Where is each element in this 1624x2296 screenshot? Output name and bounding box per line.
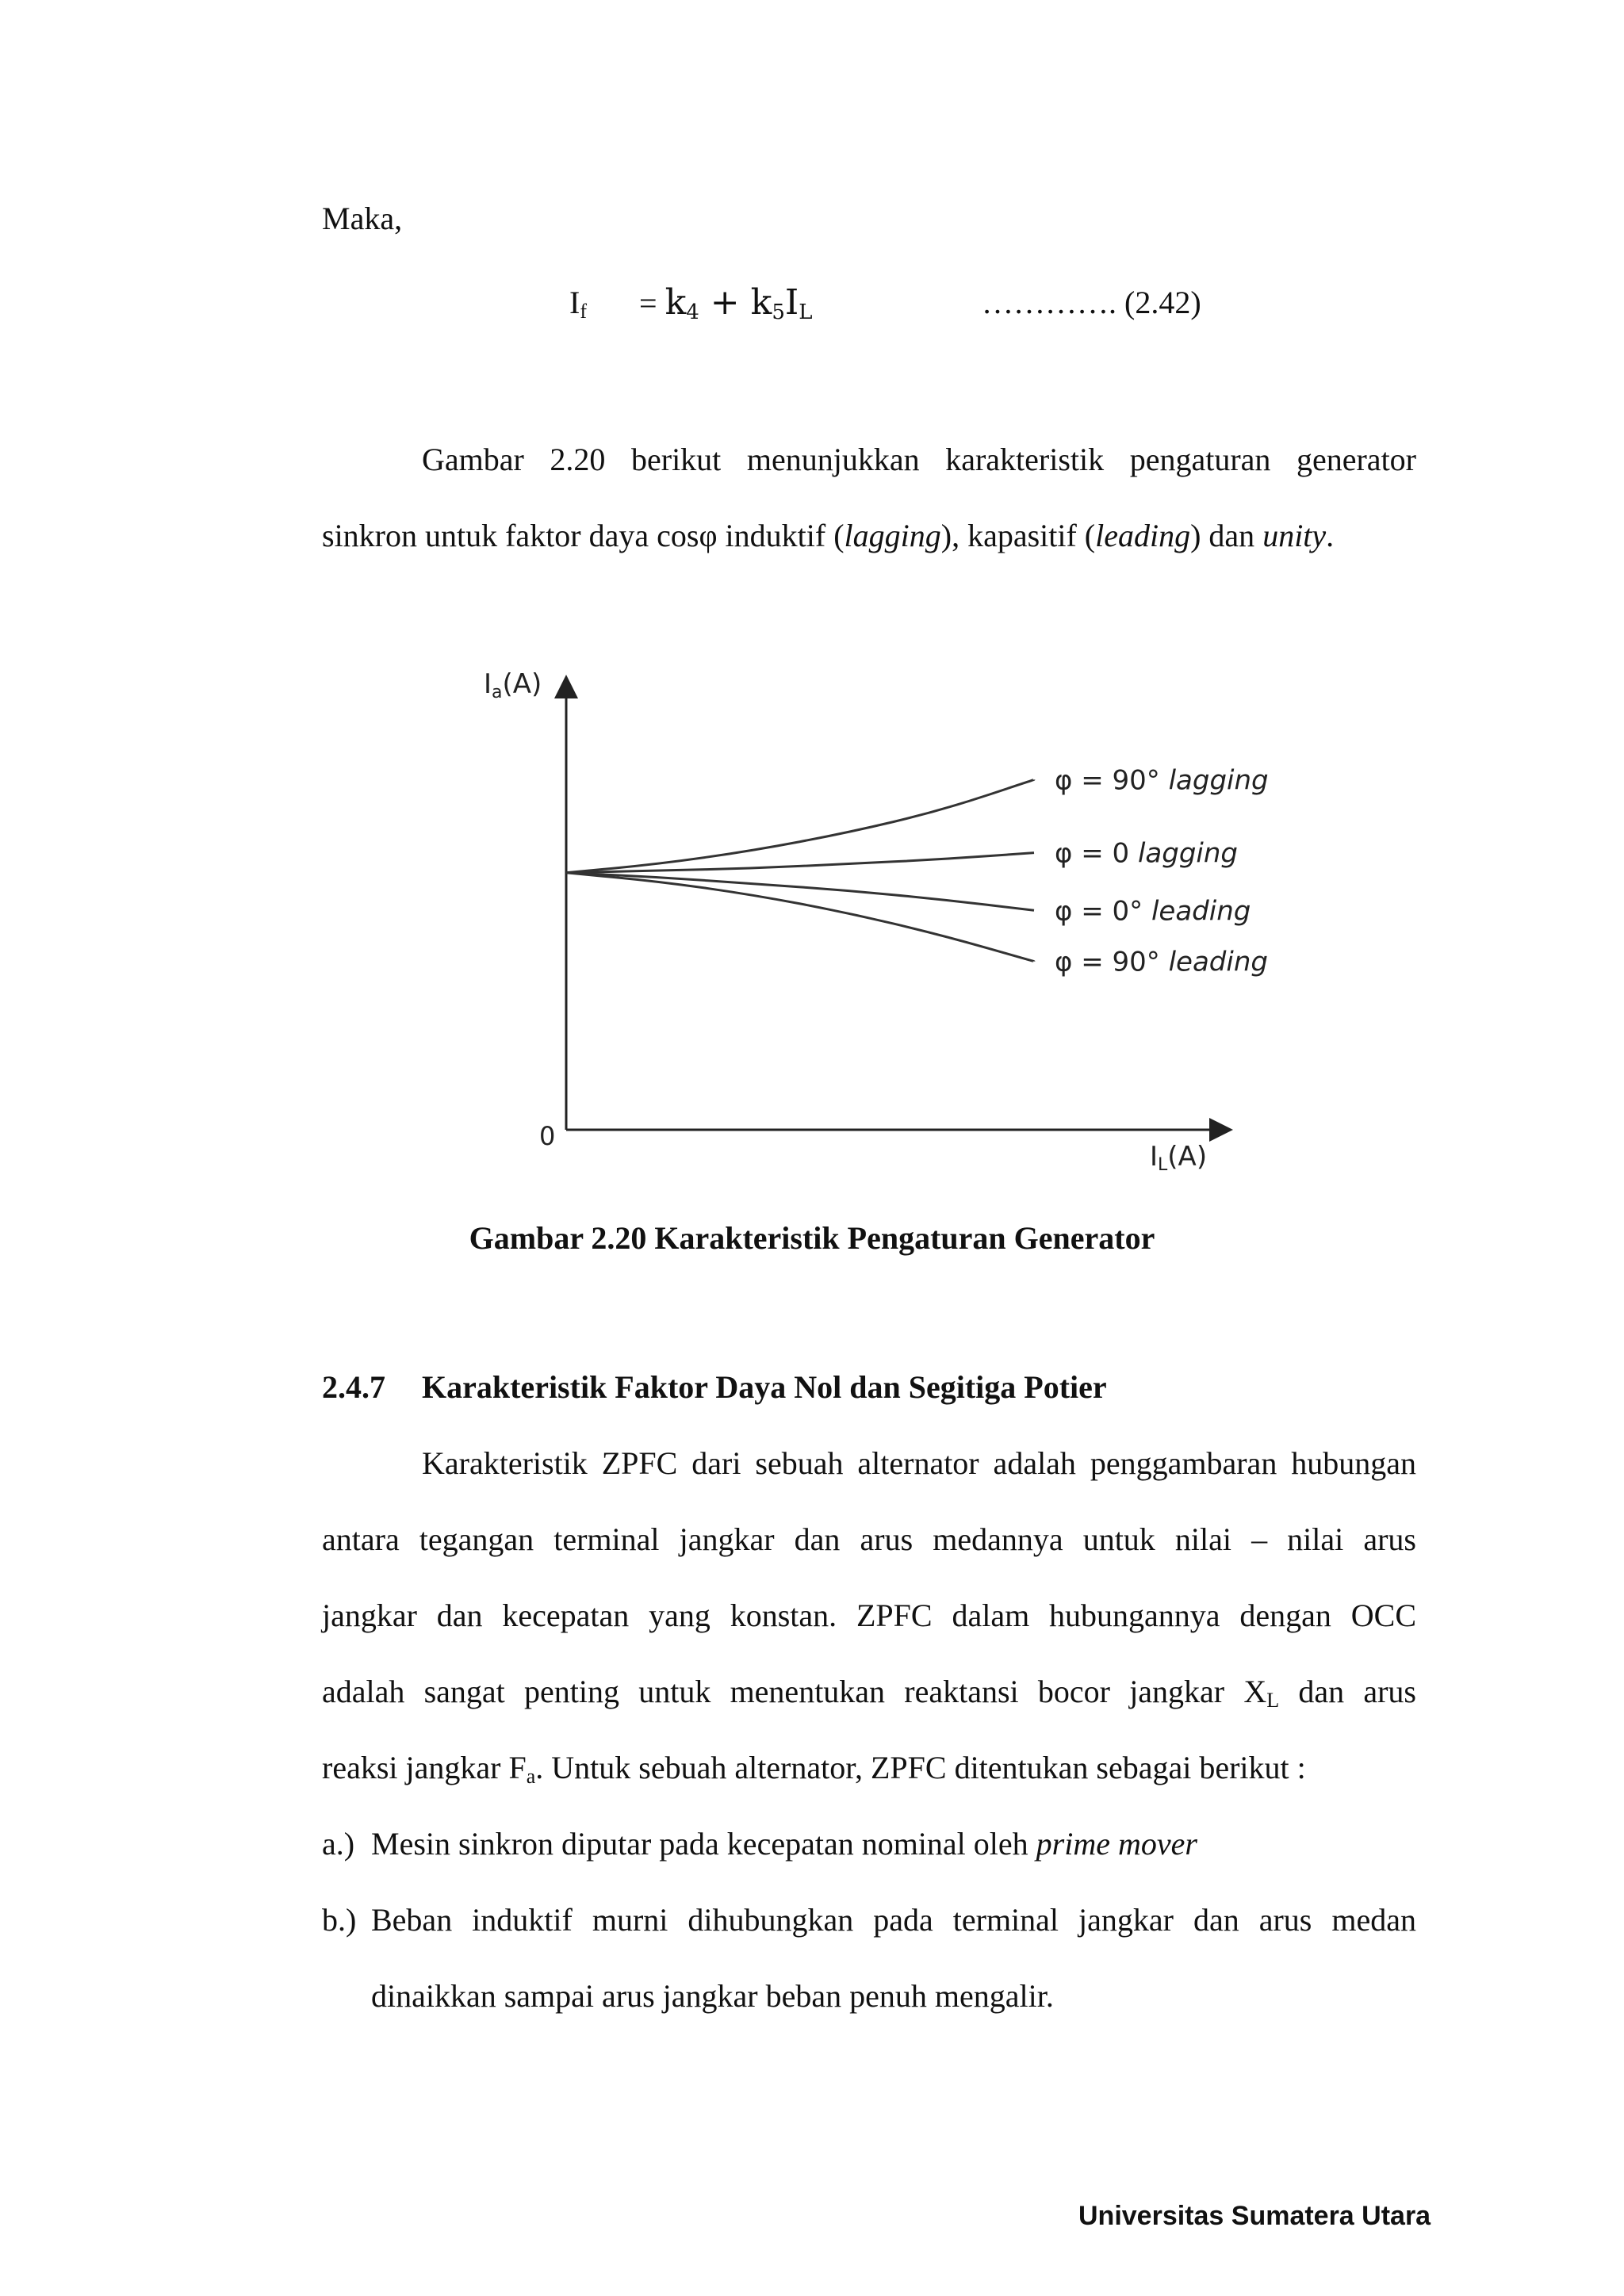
series-line-2 xyxy=(566,853,1034,873)
paragraph1-line1: Gambar 2.20 berikut menunjukkan karakteristik pengaturan generator xyxy=(422,442,1416,477)
section-number: 2.4.7 xyxy=(322,1369,385,1405)
series-label-2: φ = 0 lagging xyxy=(1055,837,1239,870)
paragraph2-line3: jangkar dan kecepatan yang konstan. ZPFC dalam hubungannya dengan OCC xyxy=(322,1598,1416,1633)
x-axis-label: IL(A) xyxy=(1150,1141,1208,1175)
chart-figure xyxy=(460,658,1285,1197)
footer-university: Universitas Sumatera Utara xyxy=(1078,2201,1431,2231)
paragraph1-line2: sinkron untuk faktor daya cosφ induktif (lagging), kapasitif (leading) dan unity. xyxy=(322,518,1335,553)
y-axis-label: Ia(A) xyxy=(484,668,542,702)
figure-caption: Gambar 2.20 Karakteristik Pengaturan Generator xyxy=(469,1220,1155,1256)
chart-svg xyxy=(460,658,1285,1197)
paragraph2-line5: reaksi jangkar $F_a$. Untuk sebuah alternator, ZPFC ditentukan sebagai berikut : xyxy=(322,1750,1306,1788)
list-item-a-marker: a.) xyxy=(322,1826,355,1862)
origin-label: 0 xyxy=(539,1121,556,1151)
series-label-3: φ = 0° leading xyxy=(1055,895,1251,928)
series-label-4: φ = 90° leading xyxy=(1055,946,1268,978)
series-label-1: φ = 90° lagging xyxy=(1055,764,1269,797)
paragraph2-line2: antara tegangan terminal jangkar dan arus medannya untuk nilai – nilai arus xyxy=(322,1521,1416,1557)
list-item-b-marker: b.) xyxy=(322,1902,357,1938)
equation-number: …………. (2.42) xyxy=(982,285,1201,320)
equation-rhs: = $k_4 + k_5I_L$ xyxy=(639,282,813,324)
list-item-a-text: Mesin sinkron diputar pada kecepatan nominal oleh prime mover xyxy=(371,1826,1197,1862)
paragraph2-line4: adalah sangat penting untuk menentukan reaktansi bocor jangkar $X_L$ dan arus xyxy=(322,1674,1416,1712)
series-layer xyxy=(566,764,1269,978)
paragraph2-line1: Karakteristik ZPFC dari sebuah alternator adalah penggambaran hubungan xyxy=(422,1445,1416,1481)
intro-text: Maka, xyxy=(322,201,403,236)
list-item-b-line2: dinaikkan sampai arus jangkar beban penuh mengalir. xyxy=(371,1978,1054,2014)
equation-lhs: $I_f$ xyxy=(569,285,587,323)
list-item-b-line1: Beban induktif murni dihubungkan pada terminal jangkar dan arus medan xyxy=(371,1902,1416,1938)
section-title: Karakteristik Faktor Daya Nol dan Segitiga Potier xyxy=(422,1369,1107,1405)
